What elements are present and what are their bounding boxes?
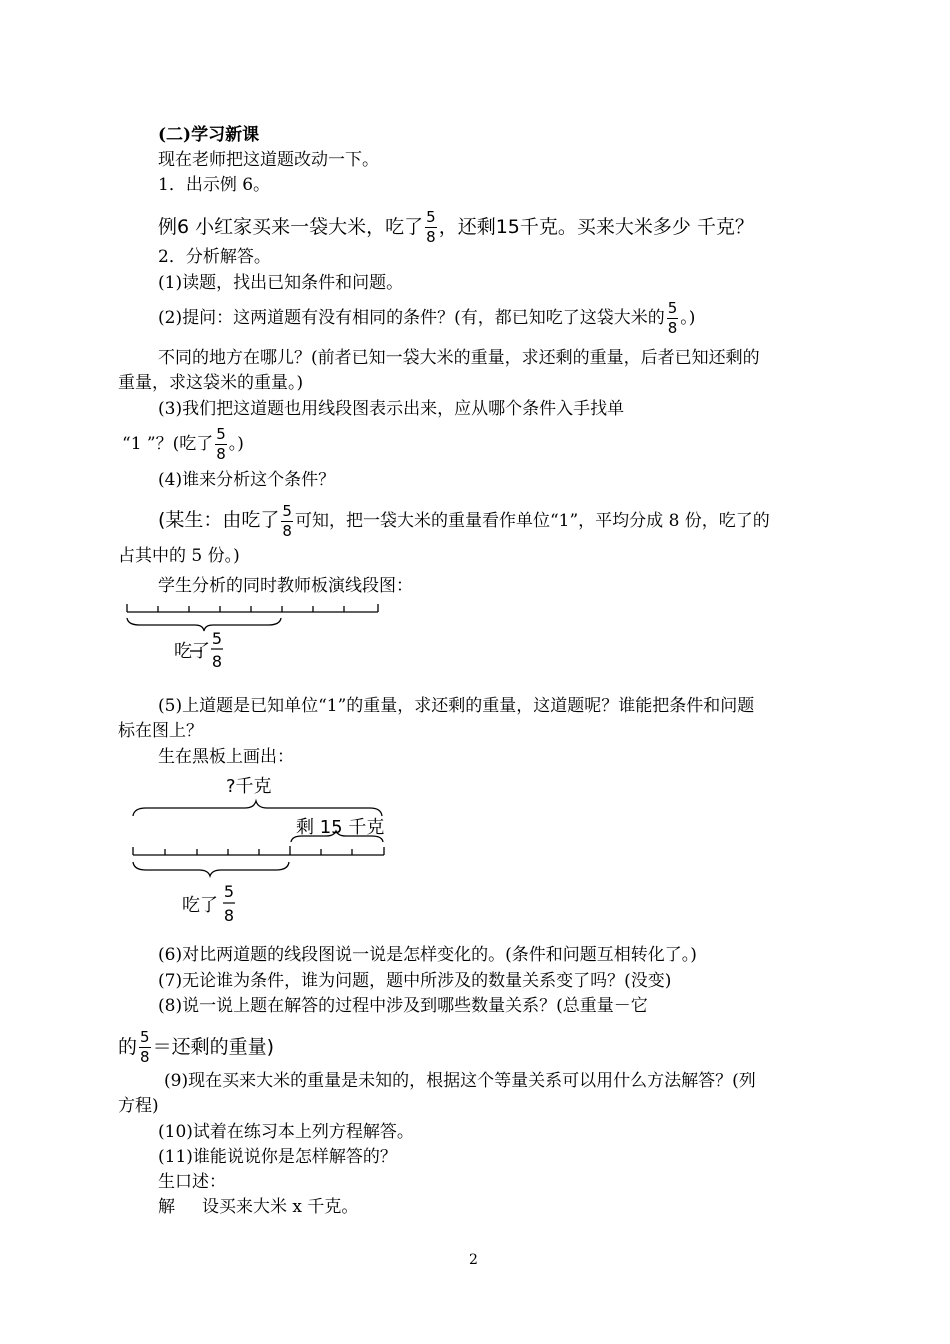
fraction-denominator: 8 (223, 906, 235, 925)
fraction-denominator: 8 (211, 652, 223, 671)
fraction-numerator: 5 (223, 882, 235, 901)
text-line: (11)谁能说说你是怎样解答的？ (158, 1147, 397, 1167)
text-line: (5)上道题是已知单位“1”的重量，求还剩的重量，这道题呢？谁能把条件和问题 (158, 696, 755, 716)
text-line: (10)试着在练习本上列方程解答。 (158, 1122, 414, 1142)
text-line: (7)无论谁为条件，谁为问题，题中所涉及的数量关系变了吗？(没变) (158, 971, 672, 991)
text-line: “1 ”？(吃了 $\frac{5}{8}$ 。) (122, 425, 244, 463)
text-line: (1)读题，找出已知条件和问题。 (158, 273, 404, 293)
page-number: 2 (469, 1252, 478, 1268)
fraction-numerator: 5 (211, 629, 223, 648)
text-line: 的 $\frac{5}{8}$ ＝还剩的重量) (118, 1028, 274, 1066)
text-line: 生口述： (158, 1172, 226, 1192)
text-line: 解 设买来大米 x 千克。 (158, 1197, 359, 1217)
text-line: (8)说一说上题在解答的过程中涉及到哪些数量关系？(总重量－它 (158, 996, 648, 1016)
text-line: (某生：由吃了 $\frac{5}{8}$ 可知，把一袋大米的重量看作单位“1”，平均分成 8 份，吃了的 (158, 502, 770, 540)
text-line: 重量，求这袋米的重量。) (118, 373, 304, 393)
remaining-label: 剩 15 千克 (296, 817, 385, 838)
fraction: $\frac{5}{8}$ (216, 425, 226, 463)
section-heading: (二)学习新课 (158, 125, 260, 145)
fraction: $\frac{5}{8}$ (140, 1028, 150, 1066)
fraction: $\frac{5}{8}$ (426, 208, 436, 246)
eaten-label: 吃了 (174, 641, 210, 662)
example-text: 例6 小红家买来一袋大米，吃了 (158, 216, 424, 238)
total-weight-label: ?千克 (226, 776, 272, 797)
fraction: $\frac{5}{8}$ (667, 299, 678, 337)
text-line: 生在黑板上画出： (158, 747, 294, 767)
example-6 (158, 210, 754, 245)
text-line: 标在图上？ (118, 721, 203, 741)
example-text: ，还剩15千克。买来大米多少 千克？ (438, 216, 754, 238)
text-line: 2．分析解答。 (158, 247, 271, 267)
text-line: 不同的地方在哪儿？(前者已知一袋大米的重量，求还剩的重量，后者已知还剩的 (158, 348, 760, 368)
text-line: 学生分析的同时教师板演线段图： (158, 576, 413, 596)
text-line: 方程) (118, 1096, 159, 1116)
text-line: (3)我们把这道题也用线段图表示出来，应从哪个条件入手找单 (158, 399, 625, 419)
text-line: (6)对比两道题的线段图说一说是怎样变化的。(条件和问题互相转化了。) (158, 945, 697, 965)
fraction: $\frac{5}{8}$ (282, 502, 292, 540)
text-line: (9)现在买来大米的重量是未知的，根据这个等量关系可以用什么方法解答？(列 (164, 1071, 756, 1091)
text-line: (4)谁来分析这个条件？ (158, 470, 336, 490)
text-line: (2)提问：这两道题有没有相同的条件？(有，都已知吃了这袋大米的 $\frac{5}{8}$ 。) (158, 299, 696, 337)
text-line: 占其中的 5 份。) (118, 546, 240, 566)
text-line: 现在老师把这道题改动一下。 (158, 150, 379, 170)
eaten-label: 吃了 (182, 895, 218, 916)
text-line: 1．出示例 6。 (158, 175, 271, 195)
